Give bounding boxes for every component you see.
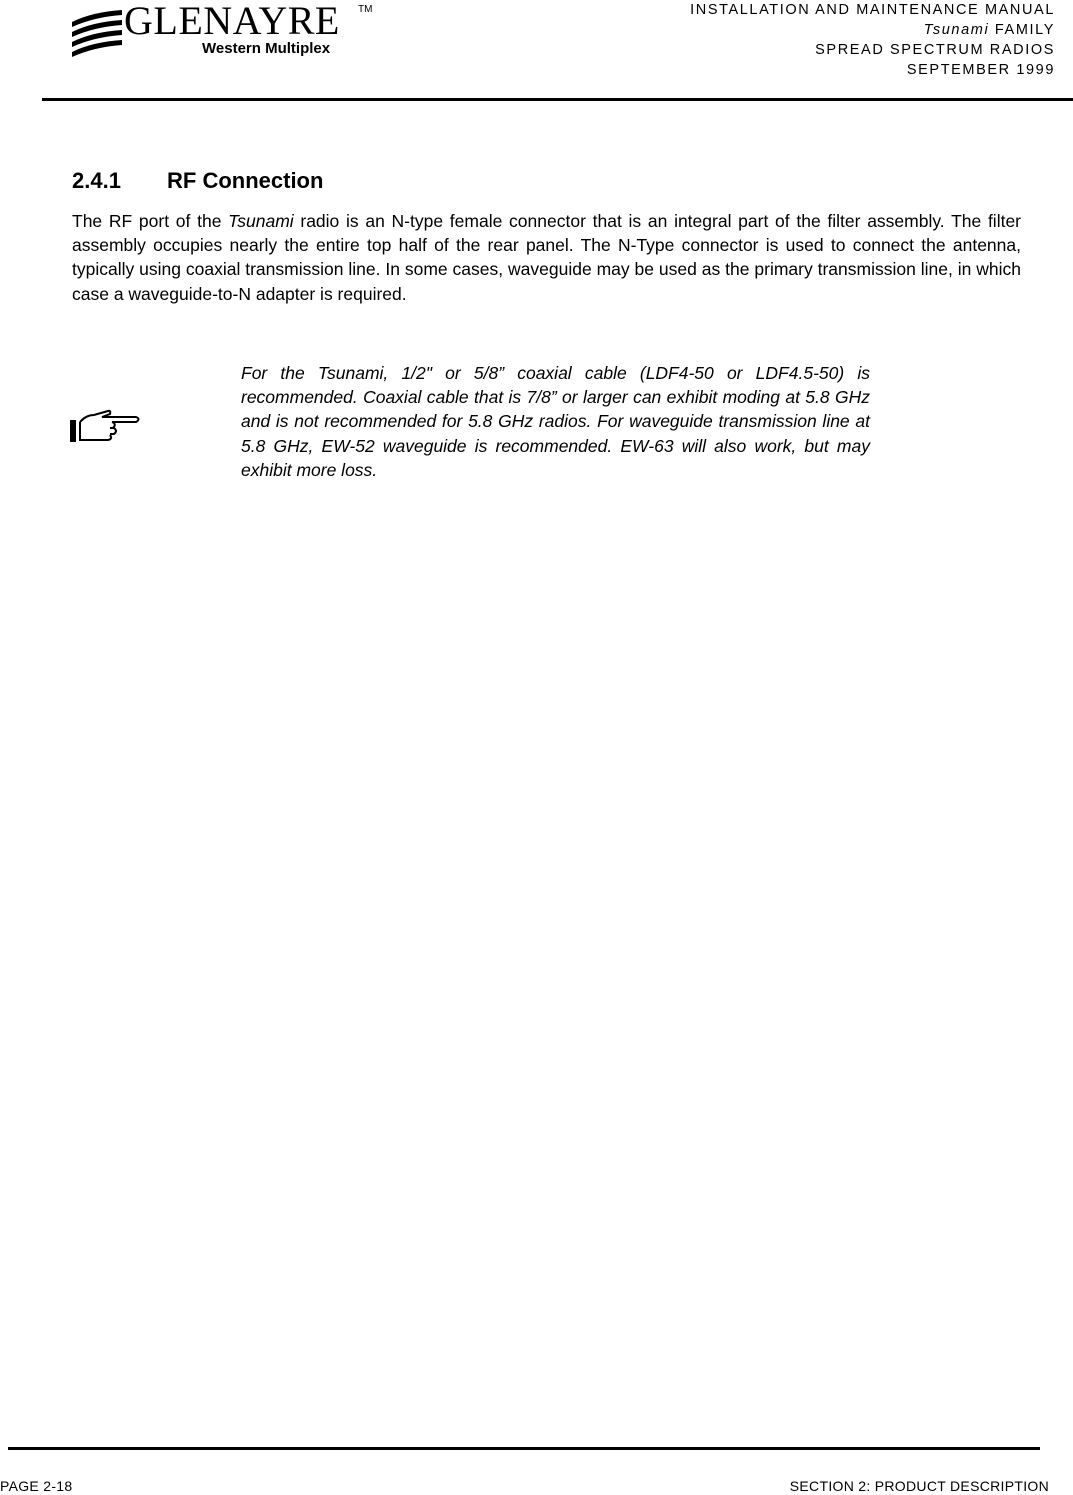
section-title: RF Connection [167,168,324,193]
footer-rule [8,1447,1040,1450]
note-text: For the Tsunami, 1/2" or 5/8” coaxial cable (LDF4-50 or LDF4.5-50) is recommended. Coaxial cable that is 7/8” or larger can exhibit moding at 5.8 GHz and is not recommended for 5.8 GHz radios. For waveguide transmission line at 5.8 GHz, EW-52 waveguide is recommended. EW-63 will also work, but may exhibit more loss. [241,363,870,480]
logo-trademark: TM [358,4,373,15]
header-family-product: Tsunami [923,22,990,38]
pointing-hand-icon [68,406,144,446]
paragraph-emphasis: Tsunami [228,211,294,231]
footer-page-number: PAGE 2-18 [0,1478,73,1494]
paragraph-text-start: The RF port of the [72,211,229,231]
glenayre-logo [70,0,373,62]
section-number: 2.4.1 [72,168,121,193]
section-heading [72,167,323,195]
running-header [690,0,1055,80]
header-rule [42,98,1073,101]
paragraph-text-end: radio is an N-type female connector that is an integral part of the filter assembly. The filter assembly occupies nearly the entire top half of the rear panel. The N-Type connector is used to connect the antenna, typically using coaxial transmission line. In some cases, waveguide may be used as the primary transmission line, in which case a waveguide-to-N adapter is required. [72,211,1022,304]
header-manual-title: INSTALLATION AND MAINTENANCE MANUAL [690,2,1055,18]
header-date: SEPTEMBER 1999 [906,62,1055,78]
footer-section-title: SECTION 2: PRODUCT DESCRIPTION [789,1478,1049,1494]
header-family-word: FAMILY [989,22,1055,38]
body-paragraph [72,209,1021,306]
logo-subtitle: Western Multiplex [202,40,331,57]
header-product-line: SPREAD SPECTRUM RADIOS [815,42,1055,58]
header-family-line [690,20,1055,40]
glenayre-swoosh-icon [70,8,126,58]
logo-wordmark: GLENAYRE [124,0,340,43]
